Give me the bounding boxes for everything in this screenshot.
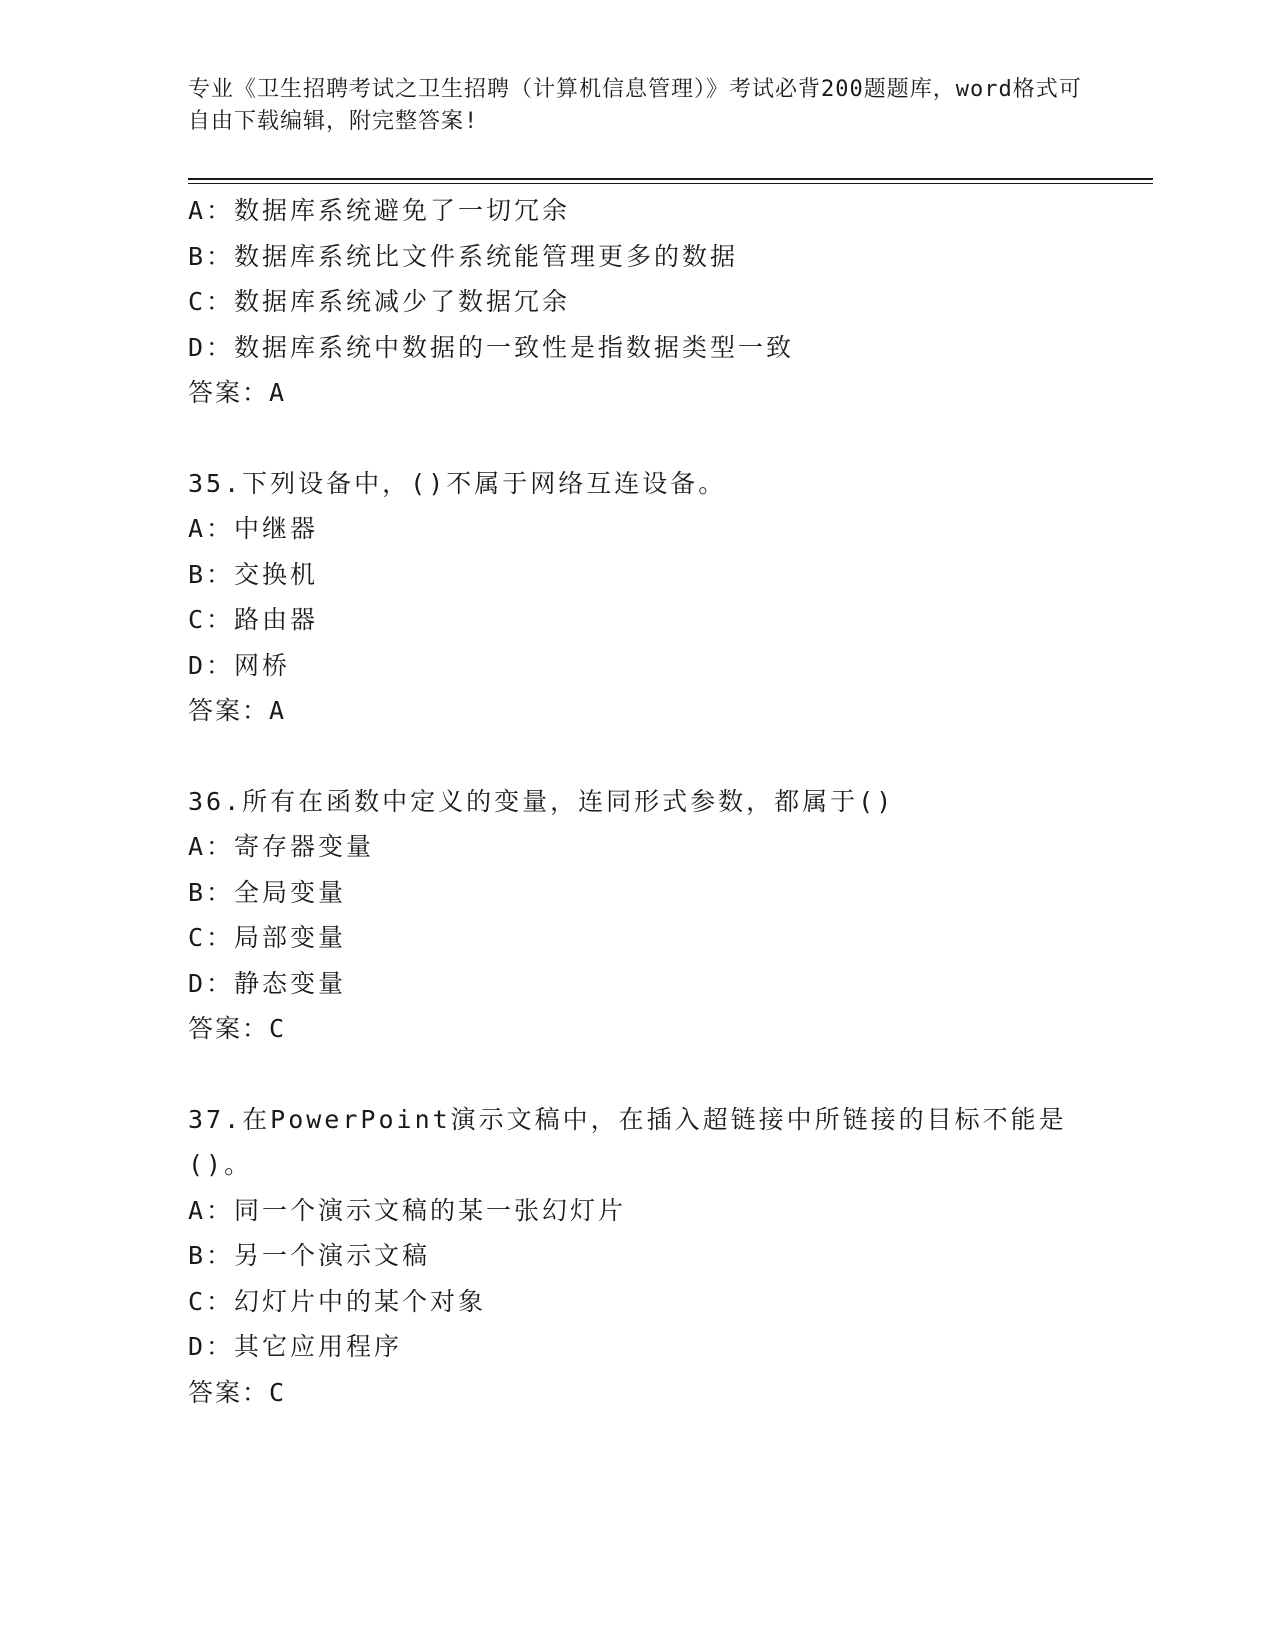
option-b: B：另一个演示文稿	[188, 1241, 431, 1270]
answer: 答案：A	[188, 378, 287, 407]
question-block	[188, 188, 1088, 416]
option-c: C：局部变量	[188, 923, 347, 952]
option-d: D：静态变量	[188, 968, 347, 998]
answer: 答案：C	[188, 1014, 287, 1043]
question-text: 35.下列设备中，()不属于网络互连设备。	[188, 468, 727, 498]
option-b: B：全局变量	[188, 877, 347, 907]
question-list	[188, 188, 1088, 1415]
option-c: C：数据库系统减少了数据冗余	[188, 287, 571, 316]
question-text: 36.所有在函数中定义的变量，连同形式参数，都属于()	[188, 786, 895, 816]
document-header: 专业《卫生招聘考试之卫生招聘（计算机信息管理）》考试必背200题题库，word格式可自由下载编辑，附完整答案!	[188, 77, 1082, 134]
option-b: B：数据库系统比文件系统能管理更多的数据	[188, 241, 739, 271]
option-c: C：幻灯片中的某个对象	[188, 1286, 487, 1316]
option-a: A：中继器	[188, 514, 319, 543]
answer: 答案：C	[188, 1377, 287, 1407]
header-divider	[188, 178, 1153, 184]
option-a: A：寄存器变量	[188, 832, 375, 861]
option-d: D：网桥	[188, 650, 291, 680]
question-block	[188, 1097, 1088, 1416]
option-a: A：同一个演示文稿的某一张幻灯片	[188, 1195, 627, 1225]
question-text: 37.在PowerPoint演示文稿中，在插入超链接中所链接的目标不能是()。	[188, 1104, 1067, 1179]
answer: 答案：A	[188, 696, 287, 725]
option-b: B：交换机	[188, 559, 319, 589]
option-c: C：路由器	[188, 605, 319, 634]
option-d: D：其它应用程序	[188, 1332, 403, 1361]
option-a: A：数据库系统避免了一切冗余	[188, 196, 571, 225]
question-block	[188, 461, 1088, 734]
option-d: D：数据库系统中数据的一致性是指数据类型一致	[188, 332, 795, 362]
question-block	[188, 779, 1088, 1052]
